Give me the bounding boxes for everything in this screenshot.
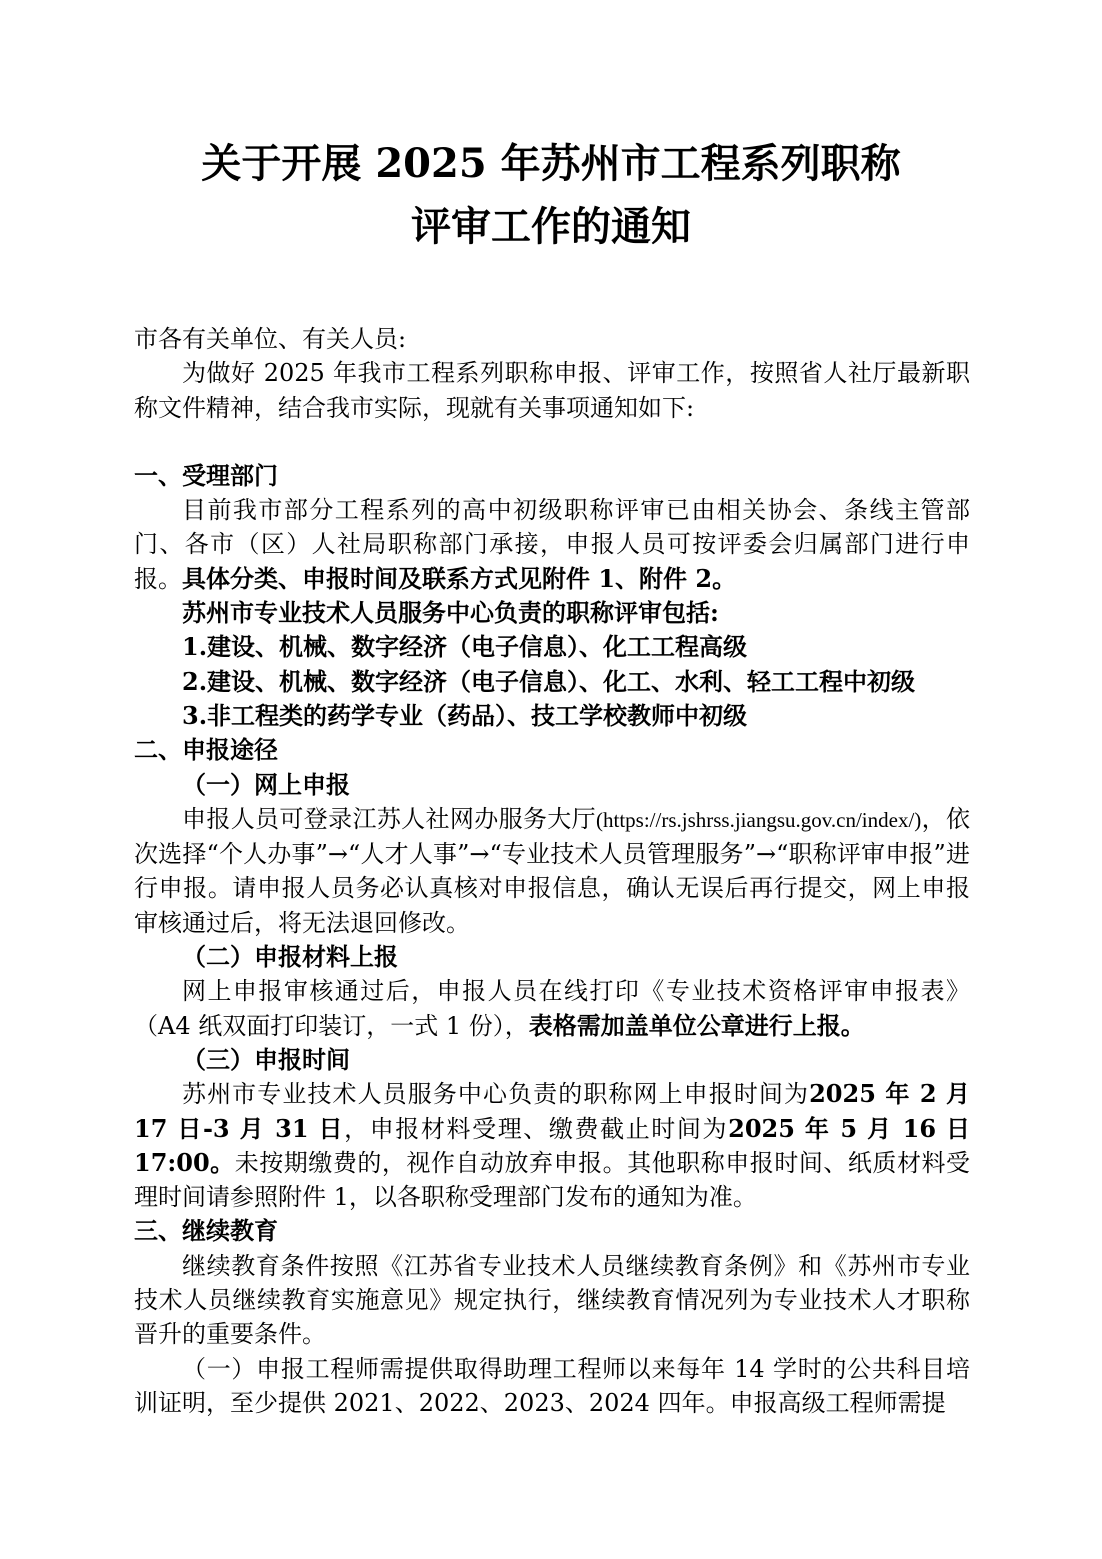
section-2-sub-1-text-a: 申报人员可登录江苏人社网办服务大厅 <box>182 804 596 833</box>
paragraph-spacer <box>134 425 970 459</box>
section-2-sub-1-paragraph <box>134 802 970 940</box>
section-1-list-item-3: 3.非工程类的药学专业（药品）、技工学校教师中初级 <box>182 700 748 730</box>
service-hall-url: (https://rs.jshrss.jiangsu.gov.cn/index/) <box>596 807 922 832</box>
intro-paragraph: 为做好 2025 年我市工程系列职称申报、评审工作，按照省人社厅最新职称文件精神，结合我市实际，现就有关事项通知如下: <box>134 359 970 422</box>
section-2-sub-1-text-b: ，依次选择“个人办事”→“人才人事”→“专业技术人员管理服务”→“职称评审申报”进行申报。请申报人员务必认真核对申报信息，确认无误后再行提交，网上申报审核通过后，将无法退回修改。 <box>134 804 971 937</box>
section-2-sub-2-text: 网上申报审核通过后，申报人员在线打印《专业技术资格评审申报表》（A4 纸双面打印装订，一式 1 份）， <box>134 977 970 1040</box>
document-body <box>134 322 970 1420</box>
section-3-heading: 三、继续教育 <box>134 1216 278 1246</box>
section-1-list-item-2: 2.建设、机械、数字经济（电子信息）、化工、水利、轻工工程中初级 <box>182 666 916 696</box>
payment-deadline: 2025 年 5 月 16 日 17:00。 <box>134 1113 971 1177</box>
salutation: 市各有关单位、有关人员: <box>134 325 407 353</box>
section-2-sub-3-text-c: ，申报材料受理、缴费截止时间为 <box>344 1114 729 1143</box>
document-title-line-1: 关于开展 2025 年苏州市工程系列职称 <box>201 140 901 187</box>
online-application-period: 2025 年 2 月 17 日-3 月 31 日 <box>134 1079 971 1143</box>
section-1-paragraph-1 <box>134 493 970 596</box>
section-2-sub-2-paragraph <box>134 974 970 1043</box>
section-1-paragraph-1-text: 目前我市部分工程系列的高中初级职称评审已由相关协会、条线主管部门、各市（区）人社局职称部门承接，申报人员可按评委会归属部门进行申报。 <box>134 496 970 593</box>
document-title-line-2: 评审工作的通知 <box>411 203 691 250</box>
section-2-sub-2-emphasis: 表格需加盖单位公章进行上报。 <box>528 1010 865 1040</box>
section-2-heading: 二、申报途径 <box>134 735 278 765</box>
section-1-heading: 一、受理部门 <box>134 460 278 490</box>
section-1-list-item-1: 1.建设、机械、数字经济（电子信息）、化工工程高级 <box>182 632 748 662</box>
section-2-sub-3-paragraph <box>134 1077 970 1214</box>
section-3-paragraph-2: （一）申报工程师需提供取得助理工程师以来每年 14 学时的公共科目培训证明，至少提供 2021、2022、2023、2024 四年。申报高级工程师需提 <box>134 1354 970 1417</box>
section-2-subheading-1: （一）网上申报 <box>182 769 350 799</box>
section-1-paragraph-1-emphasis: 具体分类、申报时间及联系方式见附件 1、附件 2。 <box>182 563 737 593</box>
section-2-subheading-3: （三）申报时间 <box>182 1044 350 1074</box>
section-2-sub-3-text-a: 苏州市专业技术人员服务中心负责的职称网上申报时间为 <box>182 1080 810 1109</box>
section-2-sub-3-text-e: 未按期缴费的，视作自动放弃申报。其他职称申报时间、纸质材料受理时间请参照附件 1，以各职称受理部门发布的通知为准。 <box>134 1148 971 1212</box>
section-1-paragraph-2: 苏州市专业技术人员服务中心负责的职称评审包括: <box>182 598 719 628</box>
section-2-subheading-2: （二）申报材料上报 <box>182 942 398 972</box>
section-3-paragraph-1: 继续教育条件按照《江苏省专业技术人员继续教育条例》和《苏州市专业技术人员继续教育实施意见》规定执行，继续教育情况列为专业技术人才职称晋升的重要条件。 <box>134 1251 970 1349</box>
